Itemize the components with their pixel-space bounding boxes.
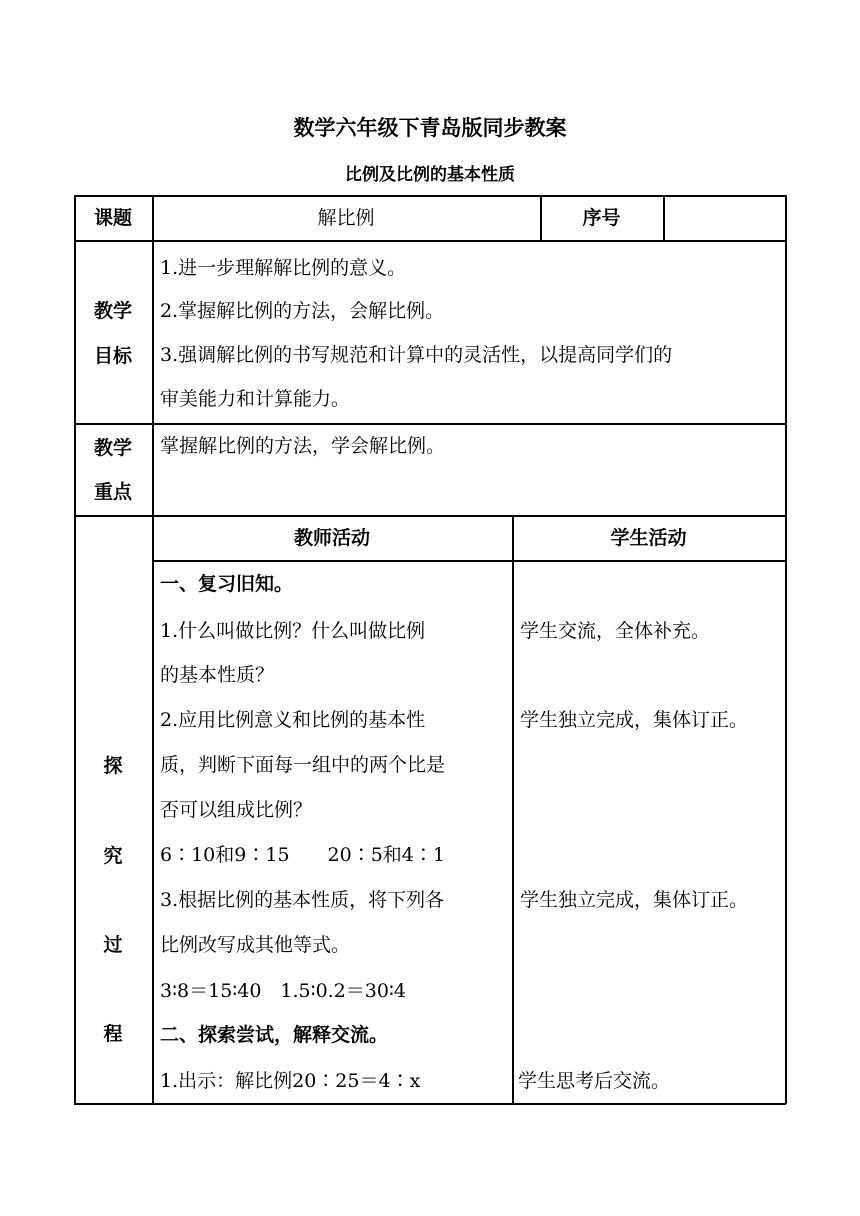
table-border-row2 (74, 423, 786, 425)
goal-line-3: 3.强调解比例的书写规范和计算中的灵活性，以提高同学们的 (160, 344, 673, 366)
key-label-line2: 重点 (93, 481, 132, 503)
student-note-4: 学生思考后交流。 (518, 1070, 671, 1092)
table-border-right (785, 195, 787, 1104)
process-label-char-2: 究 (103, 845, 123, 867)
teacher-line-4: 2.应用比例意义和比例的基本性 (160, 709, 426, 731)
student-note-3: 学生独立完成，集体订正。 (520, 889, 749, 911)
teacher-activity-header: 教师活动 (293, 527, 370, 549)
seq-label: 序号 (582, 207, 621, 229)
table-border-seq-right (663, 195, 665, 241)
teacher-line-10: 3∶8＝15∶40 1.5∶0.2＝30∶4 (160, 980, 407, 1002)
key-text: 掌握解比例的方法，学会解比例。 (160, 435, 446, 457)
table-border-activity-divider (512, 515, 514, 1104)
goal-line-4: 审美能力和计算能力。 (160, 388, 351, 410)
process-label-char-1: 探 (103, 755, 123, 777)
table-border-row1 (74, 240, 786, 242)
page-subtitle: 比例及比例的基本性质 (345, 165, 515, 185)
table-border-label-column (152, 195, 154, 1104)
topic-value: 解比例 (317, 207, 375, 229)
teacher-line-12: 1.出示：解比例20∶25＝4∶x (160, 1070, 421, 1092)
student-note-2: 学生独立完成，集体订正。 (520, 709, 749, 731)
goal-line-1: 1.进一步理解解比例的意义。 (160, 257, 407, 279)
teacher-line-2: 1.什么叫做比例？什么叫做比例 (160, 620, 426, 642)
goal-line-2: 2.掌握解比例的方法，会解比例。 (160, 300, 445, 322)
teacher-line-1: 一、复习旧知。 (160, 573, 294, 595)
teacher-line-11: 二、探索尝试，解释交流。 (160, 1024, 389, 1046)
teacher-line-7: 6∶10和9∶15 20∶5和4∶1 (160, 844, 445, 866)
student-activity-header: 学生活动 (610, 527, 687, 549)
key-label-line1: 教学 (93, 437, 132, 459)
process-label-char-4: 程 (103, 1023, 123, 1045)
teacher-line-6: 否可以组成比例？ (160, 799, 313, 821)
process-label-char-3: 过 (103, 934, 123, 956)
student-note-1: 学生交流，全体补充。 (520, 620, 711, 642)
teacher-line-8: 3.根据比例的基本性质，将下列各 (160, 889, 445, 911)
table-border-row3 (74, 515, 786, 517)
teacher-line-5: 质，判断下面每一组中的两个比是 (160, 754, 446, 776)
teacher-line-9: 比例改写成其他等式。 (160, 934, 351, 956)
goals-label-line1: 教学 (93, 300, 132, 322)
table-border-process-header (152, 560, 786, 562)
table-border-top (74, 195, 786, 197)
goals-label-line2: 目标 (93, 345, 132, 367)
table-border-bottom (74, 1103, 786, 1105)
teacher-line-3: 的基本性质？ (160, 664, 275, 686)
page-title: 数学六年级下青岛版同步教案 (293, 116, 567, 140)
table-border-left (74, 195, 76, 1104)
topic-label: 课题 (93, 207, 132, 229)
